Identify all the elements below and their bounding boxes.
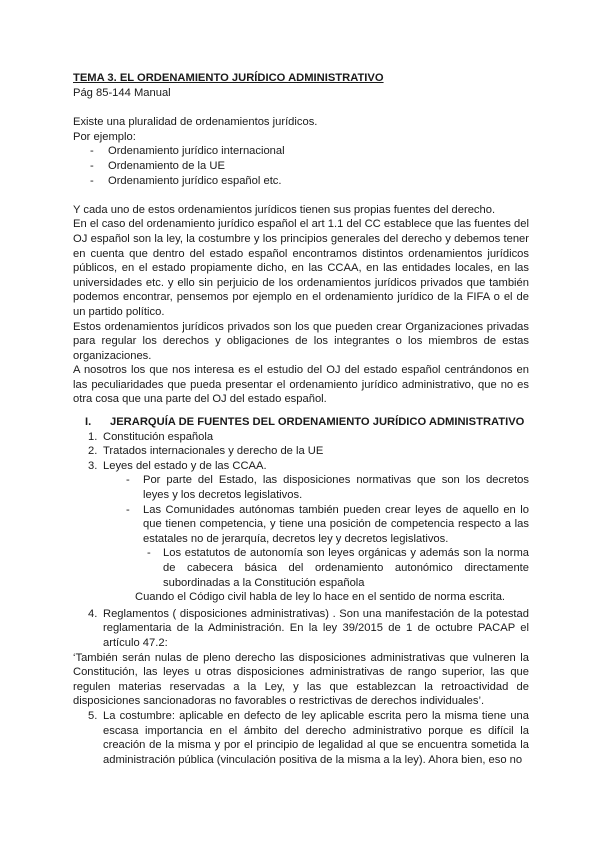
document-title: TEMA 3. EL ORDENAMIENTO JURÍDICO ADMINISTRATIVO bbox=[73, 72, 384, 84]
hierarchy-item-4: 4. Reglamentos ( disposiciones administrativas) . Son una manifestación de la potestad reglamentaria de la Administración. En la ley 39/2015 de 1 de octubre PACAP el artículo 47.2: bbox=[88, 607, 529, 649]
list-item: - Ordenamiento de la UE bbox=[73, 159, 529, 174]
paragraph-3: Estos ordenamientos jurídicos privados son los que pueden crear Organizaciones privadas para regular los derechos y obligaciones de los integrantes o los miembros de estas organizaciones. bbox=[73, 320, 529, 362]
paragraph-4: A nosotros los que nos interesa es el estudio del OJ del estado español centrándonos en las peculiaridades que pueda presentar el ordenamiento jurídico administrativo, que no es otra cosa que una parte del OJ del estado español. bbox=[73, 364, 529, 406]
examples-list bbox=[73, 144, 529, 188]
code-note: Cuando el Código civil habla de ley lo hace en el sentido de norma escrita. bbox=[135, 591, 506, 604]
hierarchy-item-3: 3. Leyes del estado y de las CCAA. bbox=[88, 459, 267, 472]
list-item: - Ordenamiento jurídico español etc. bbox=[73, 174, 529, 189]
hierarchy-item-2: 2. Tratados internacionales y derecho de la UE bbox=[88, 445, 324, 458]
pages-reference: Pág 85-144 Manual bbox=[73, 87, 171, 99]
document-page bbox=[73, 71, 529, 767]
section-number: I. bbox=[85, 416, 92, 429]
paragraph-2: En el caso del ordenamiento jurídico español el art 1.1 del CC establece que las fuentes del OJ español son la ley, la costumbre y los principios generales del derecho y debemos tener en cuenta que dentro del estado español encontramos distintos ordenamientos jurídicos públicos, en el estado propiamente dicho, en las CCAA, en las entidades locales, en las universidades etc. y ello sin perjuicio de los ordenamientos jurídicos privados que también podemos encontrar, pensemos por ejemplo en el ordenamiento jurídico de la FIFA o el de un partido político. bbox=[73, 218, 529, 318]
hierarchy-item-5: 5. La costumbre: aplicable en defecto de ley aplicable escrita pero la misma tiene una escasa importancia en el ámbito del derecho administrativo porque es difícil la creación de la misma y por el principio de legalidad al que se encuentra sometida la administración pública (vinculación positiva de la misma a la ley). Ahora bien, eso no bbox=[88, 709, 529, 766]
example-label: Por ejemplo: bbox=[73, 130, 136, 143]
sub-item-ccaa: - Las Comunidades autónomas también pueden crear leyes de aquello en lo que tienen competencia, y tiene una posición de competencia respecto a las estatales no de jerarquía, decretos ley y decretos legislativos. bbox=[126, 503, 529, 545]
section-title: JERARQUÍA DE FUENTES DEL ORDENAMIENTO JURÍDICO ADMINISTRATIVO bbox=[110, 416, 525, 429]
legal-quote: ‘También serán nulas de pleno derecho las disposiciones administrativas que vulneren la Constitución, las leyes u otras disposiciones administrativas de rango superior, las que regulen materias reservadas a la Ley, y las que establezcan la retroactividad de disposiciones sancionadoras no favorables o restrictivas de derechos individuales’. bbox=[73, 651, 529, 708]
sub-item-state: - Por parte del Estado, las disposiciones normativas que son los decretos leyes y los decretos legislativos. bbox=[126, 474, 529, 502]
hierarchy-item-1: 1. Constitución española bbox=[88, 430, 214, 443]
section-heading bbox=[73, 415, 529, 430]
list-item: - Ordenamiento jurídico internacional bbox=[73, 144, 529, 159]
sub-sub-item-statutes: - Los estatutos de autonomía son leyes orgánicas y además son la norma de cabecera básica del ordenamiento autonómico directamente subordinadas a la Constitución española bbox=[147, 547, 529, 589]
paragraph-1: Y cada uno de estos ordenamientos jurídicos tienen sus propias fuentes del derecho. bbox=[73, 203, 496, 216]
intro-paragraph: Existe una pluralidad de ordenamientos jurídicos. bbox=[73, 116, 318, 129]
